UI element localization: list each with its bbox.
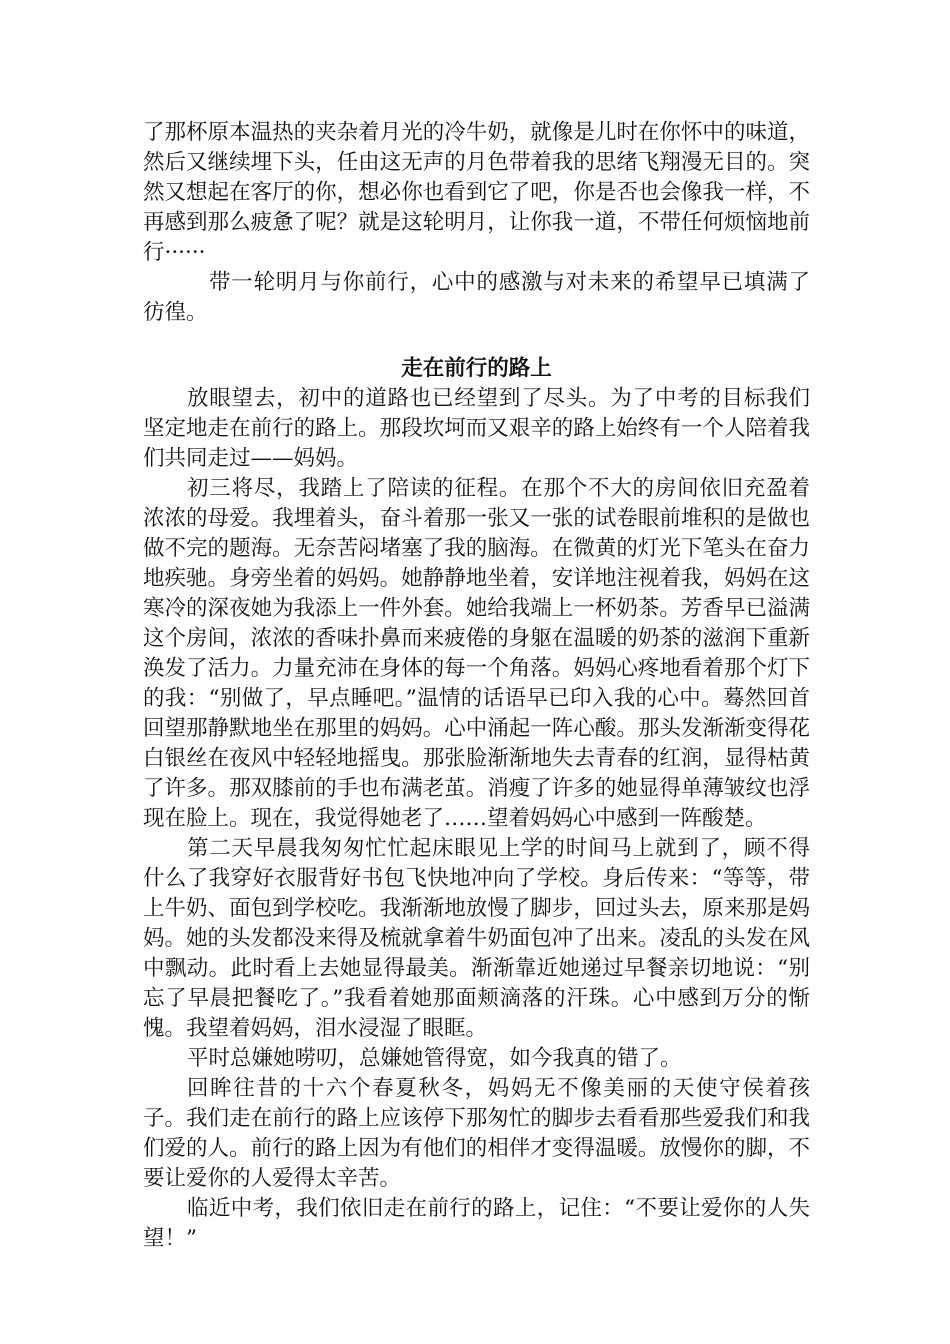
essay-paragraph: 平时总嫌她唠叨，总嫌她管得宽，如今我真的错了。 [187, 1046, 682, 1071]
essay-paragraph: 初三将尽，我踏上了陪读的征程。在那个不大的房间依旧充盈着浓浓的母爱。我埋着头，奋斗着那一张又一张的试卷眼前堆积的是做也做不完的题海。无奈苦闷堵塞了我的脑海。在微黄的灯光下笔头在奋力地疾驰。身旁坐着的妈妈。她静静地坐着，安详地注视着我，妈妈在这寒冷的深夜她为我添上一件外套。她给我端上一杯奶茶。芳香早已溢满这个房间，浓浓的香味扑鼻而来疲倦的身躯在温暖的奶茶的滋润下重新涣发了活力。力量充沛在身体的每一个角落。妈妈心疼地看着那个灯下的我：“别做了，早点睡吧。”温情的话语早已印入我的心中。蓦然回首回望那静默地坐在那里的妈妈。心中涌起一阵心酸。那头发渐渐变得花白银丝在夜风中轻轻地摇曳。那张脸渐渐地失去青春的红润，显得枯黄了许多。那双膝前的手也布满老茧。消瘦了许多的她显得单薄皱纹也浮现在脸上。现在，我觉得她老了……望着妈妈心中感到一阵酸楚。 [143, 476, 810, 831]
essay-paragraph: 回眸往昔的十六个春夏秋冬，妈妈无不像美丽的天使守侯着孩子。我们走在前行的路上应该停下那匆忙的脚步去看看那些爱我们和我们爱的人。前行的路上因为有他们的相伴才变得温暖。放慢你的脚，不要让爱你的人爱得太辛苦。 [143, 1076, 810, 1191]
document-page [143, 118, 810, 1254]
essay-paragraph: 放眼望去，初中的道路也已经望到了尽头。为了中考的目标我们坚定地走在前行的路上。那段坎坷而又艰辛的路上始终有一个人陪着我们共同走过——妈妈。 [143, 386, 810, 471]
essay-closing-paragraph: 带一轮明月与你前行，心中的感激与对未来的希望早已填满了彷徨。 [143, 270, 810, 325]
essay-paragraph: 第二天早晨我匆匆忙忙起床眼见上学的时间马上就到了，顾不得什么了我穿好衣服背好书包飞快地冲向了学校。身后传来：“等等，带上牛奶、面包到学校吃。我渐渐地放慢了脚步，回过头去，原来那是妈妈。她的头发都没来得及梳就拿着牛奶面包冲了出来。凌乱的头发在风中飘动。此时看上去她显得最美。渐渐靠近她递过早餐亲切地说：“别忘了早晨把餐吃了。”我看着她那面颊滴落的汗珠。心中感到万分的惭愧。我望着妈妈，泪水浸湿了眼眶。 [143, 836, 810, 1041]
essay-continuation-paragraph: 了那杯原本温热的夹杂着月光的冷牛奶，就像是儿时在你怀中的味道，然后又继续埋下头，任由这无声的月色带着我的思绪飞翔漫无目的。突然又想起在客厅的你，想必你也看到它了吧，你是否也会像我一样，不再感到那么疲惫了呢？就是这轮明月，让你我一道，不带任何烦恼地前行······ [143, 120, 810, 265]
essay-paragraph: 临近中考，我们依旧走在前行的路上，记住：“不要让爱你的人失望！” [143, 1196, 810, 1251]
essay-title: 走在前行的路上 [401, 356, 552, 381]
